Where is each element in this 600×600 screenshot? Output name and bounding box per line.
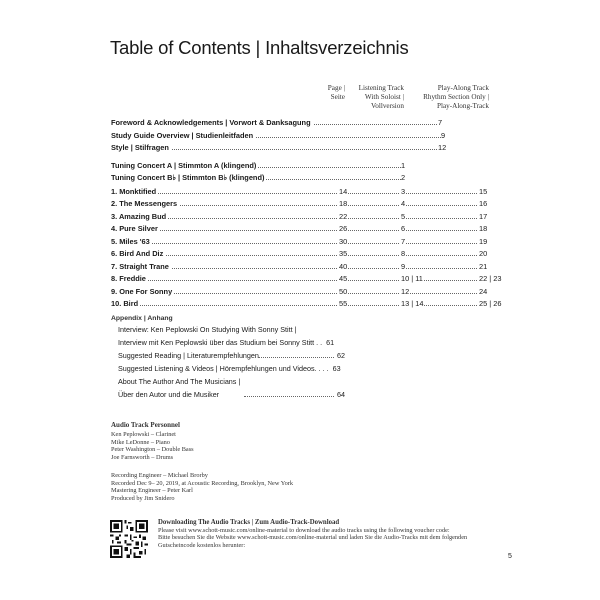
tune-playalong-track: 18 [479,224,488,233]
appendix-about-de[interactable]: Über den Autor und die Musiker 64 [118,390,345,399]
toc-row-tuning-bb[interactable]: Tuning Concert B♭ | Stimmton B♭ (klingend) 2 [111,173,406,182]
tune-listening-track: 10 | 11 [401,274,423,283]
col-header-page: Page | Seite [327,84,345,101]
tune-playalong-track: 19 [479,237,488,246]
toc-row-tune[interactable] [111,236,489,247]
tune-page: 14 [339,187,348,196]
toc-row-tune[interactable] [111,273,502,284]
tune-page: 55 [339,299,348,308]
toc-row-tune[interactable] [111,298,502,309]
toc-row-tuning-a[interactable]: Tuning Concert A | Stimmton A (klingend) 1 [111,161,406,170]
tune-listening-track: 8 [401,249,406,258]
tune-listening-track: 7 [401,237,406,246]
toc-row-tune[interactable] [111,198,489,209]
tune-listening-track: 6 [401,224,406,233]
tune-title: 3. Amazing Bud [111,212,167,221]
personnel-list: Ken Peplowski – Clarinet Mike LeDonne – Piano Peter Washington – Double Bass Joe Farnsworth – Drums [111,431,194,461]
tune-listening-track: 9 [401,262,406,271]
tune-playalong-track: 21 [479,262,488,271]
appendix-listening[interactable]: Suggested Listening & Videos | Hörempfehlungen und Videos. . . . 63 [118,364,341,373]
appendix-interview-en[interactable]: Interview: Ken Peplowski On Studying With Sonny Stitt | [118,325,297,334]
personnel-heading: Audio Track Personnel [111,421,180,429]
tune-page: 50 [339,287,348,296]
appendix-interview-de[interactable]: Interview mit Ken Peplowski über das Studium bei Sonny Stitt . . 61 [118,338,335,347]
toc-row-tune[interactable] [111,223,489,234]
tune-playalong-track: 25 | 26 [479,299,502,308]
tune-listening-track: 12 [401,287,410,296]
page-title: Table of Contents | Inhaltsverzeichnis [110,37,409,58]
tune-playalong-track: 15 [479,187,488,196]
tune-title: 5. Miles '63 [111,237,150,246]
download-section: Downloading The Audio Tracks | Zum Audio-Track-Download Please visit www.schott-music.com/online-material to download the audio tracks using the following voucher code: Bitte besuchen Sie die Website www.schott-music.com/online-material und laden Sie die Audio-Tracks mit dem folgenden Gutscheincode kostenlos herunter: [158,519,468,549]
tune-page: 40 [339,262,348,271]
tune-playalong-track: 20 [479,249,488,258]
tune-title: 6. Bird And Diz [111,249,164,258]
toc-row-foreword[interactable]: Foreword & Acknowledgements | Vorwort & Danksagung 7 [111,118,443,127]
tune-title: 8. Freddie [111,274,146,283]
credits-list: Recording Engineer – Michael Brorby Recorded Dec 9– 20, 2019, at Acoustic Recording, Brooklyn, New York Mastering Engineer – Peter Karl Produced by Jim Snidero [111,472,294,502]
col-header-listening: Listening Track With Soloist | Vollversion [358,84,404,110]
toc-row-style[interactable]: Style | Stilfragen 12 [111,143,447,152]
appendix-heading: Appendix | Anhang [111,315,173,322]
tune-title: 2. The Messengers [111,199,178,208]
appendix-about-en[interactable]: About The Author And The Musicians | [118,377,241,386]
tune-page: 45 [339,274,348,283]
tune-listening-track: 13 | 14 [401,299,424,308]
tune-title: 1. Monktified [111,187,157,196]
appendix-reading[interactable]: Suggested Reading | Literaturempfehlungen 62 [118,351,345,360]
tune-page: 35 [339,249,348,258]
tune-listening-track: 4 [401,199,406,208]
tune-playalong-track: 16 [479,199,488,208]
toc-row-study-guide[interactable]: Study Guide Overview | Studienleitfaden 9 [111,131,446,140]
tune-listening-track: 5 [401,212,406,221]
tune-title: 9. One For Sonny [111,287,173,296]
toc-row-tune[interactable] [111,286,489,297]
tune-page: 18 [339,199,348,208]
toc-row-tune[interactable] [111,261,489,272]
tune-playalong-track: 17 [479,212,488,221]
tune-playalong-track: 24 [479,287,488,296]
toc-row-tune[interactable] [111,211,489,222]
toc-row-tune[interactable] [111,186,489,197]
tune-page: 22 [339,212,348,221]
tune-title: 4. Pure Silver [111,224,158,233]
tune-listening-track: 3 [401,187,406,196]
tune-title: 10. Bird [111,299,139,308]
tune-playalong-track: 22 | 23 [479,274,502,283]
page-number: 5 [508,553,512,560]
tune-title: 7. Straight Trane [111,262,169,271]
toc-row-tune[interactable] [111,248,489,259]
qr-code-icon [110,520,148,558]
col-header-playalong: Play-Along Track Rhythm Section Only | Play-Along-Track [423,84,489,110]
tune-page: 30 [339,237,348,246]
tune-page: 26 [339,224,348,233]
